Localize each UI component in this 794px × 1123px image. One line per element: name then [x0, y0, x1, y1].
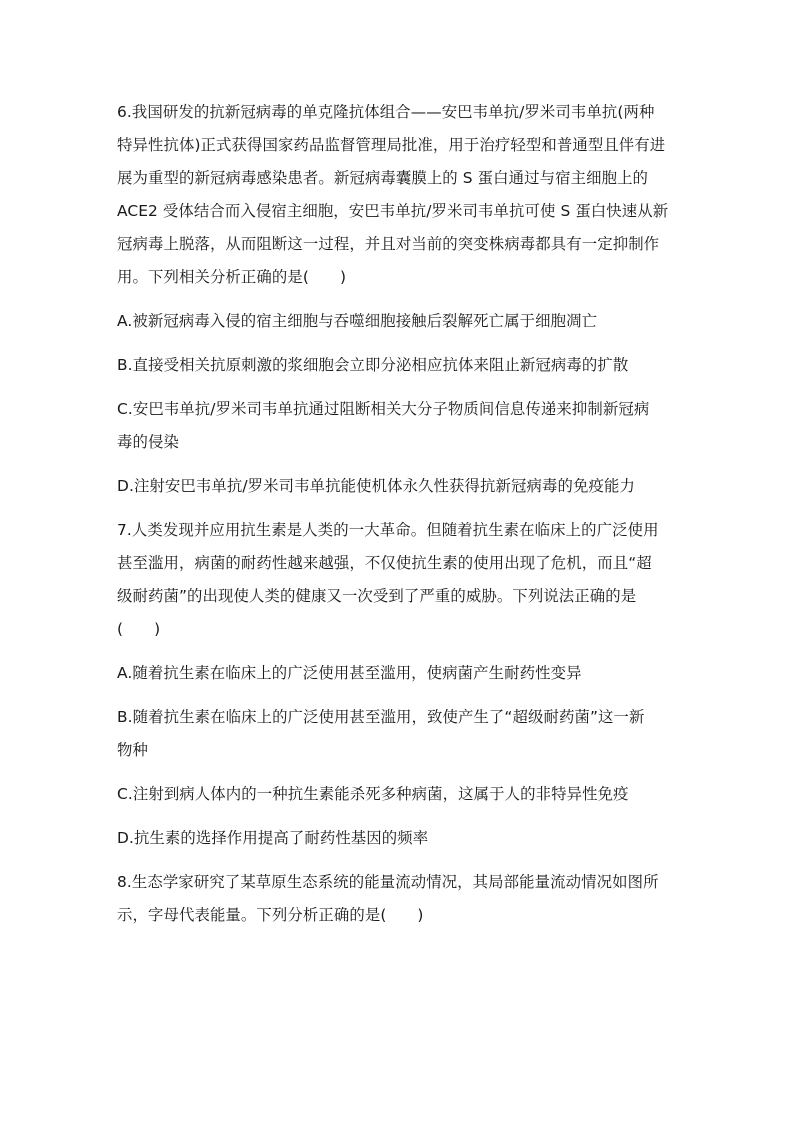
- option-d: [117, 822, 682, 855]
- stem-line: 甚至滥用，病菌的耐药性越来越强，不仅使抗生素的使用出现了危机，而且“超: [117, 554, 652, 572]
- option-b: [117, 349, 682, 382]
- option-line: 毒的侵染: [117, 433, 179, 451]
- option-line: A.被新冠病毒入侵的宿主细胞与吞噬细胞接触后裂解死亡属于细胞凋亡: [117, 312, 598, 330]
- question-7: [117, 514, 682, 855]
- option-d: [117, 470, 682, 503]
- stem-line: 冠病毒上脱落，从而阻断这一过程，并且对当前的突变株病毒都具有一定抑制作: [117, 235, 660, 253]
- option-line: C.安巴韦单抗/罗米司韦单抗通过阻断相关大分子物质间信息传递来抑制新冠病: [117, 400, 650, 418]
- option-line: D.抗生素的选择作用提高了耐药性基因的频率: [117, 829, 429, 847]
- stem-line: ( ): [117, 620, 161, 638]
- question-6: [117, 96, 682, 503]
- option-line: B.直接受相关抗原刺激的浆细胞会立即分泌相应抗体来阻止新冠病毒的扩散: [117, 356, 629, 374]
- option-line: B.随着抗生素在临床上的广泛使用甚至滥用，致使产生了“超级耐药菌”这一新: [117, 708, 645, 726]
- stem-line: 用。下列相关分析正确的是( ): [117, 268, 347, 286]
- stem-line: 示，字母代表能量。下列分析正确的是( ): [117, 906, 424, 924]
- option-line: A.随着抗生素在临床上的广泛使用甚至滥用，使病菌产生耐药性变异: [117, 664, 582, 682]
- option-line: C.注射到病人体内的一种抗生素能杀死多种病菌，这属于人的非特异性免疫: [117, 785, 629, 803]
- option-c: [117, 778, 682, 811]
- option-b: [117, 701, 682, 767]
- stem-line: 特异性抗体)正式获得国家药品监督管理局批准，用于治疗轻型和普通型且伴有进: [117, 136, 666, 154]
- stem-line: 展为重型的新冠病毒感染患者。新冠病毒囊膜上的 S 蛋白通过与宿主细胞上的: [117, 169, 649, 187]
- option-a: [117, 305, 682, 338]
- question-8: [117, 866, 682, 932]
- question-stem: [117, 514, 682, 646]
- option-line: 物种: [117, 741, 148, 759]
- stem-line: 级耐药菌”的出现使人类的健康又一次受到了严重的威胁。下列说法正确的是: [117, 587, 637, 605]
- question-stem: [117, 96, 682, 294]
- option-a: [117, 657, 682, 690]
- question-stem: [117, 866, 682, 932]
- stem-line: 7.人类发现并应用抗生素是人类的一大革命。但随着抗生素在临床上的广泛使用: [117, 521, 659, 539]
- document-page: [117, 96, 682, 932]
- stem-line: ACE2 受体结合而入侵宿主细胞，安巴韦单抗/罗米司韦单抗可使 S 蛋白快速从新: [117, 202, 669, 220]
- option-c: [117, 393, 682, 459]
- stem-line: 6.我国研发的抗新冠病毒的单克隆抗体组合——安巴韦单抗/罗米司韦单抗(两种: [117, 103, 655, 121]
- stem-line: 8.生态学家研究了某草原生态系统的能量流动情况，其局部能量流动情况如图所: [117, 873, 659, 891]
- option-line: D.注射安巴韦单抗/罗米司韦单抗能使机体永久性获得抗新冠病毒的免疫能力: [117, 477, 635, 495]
